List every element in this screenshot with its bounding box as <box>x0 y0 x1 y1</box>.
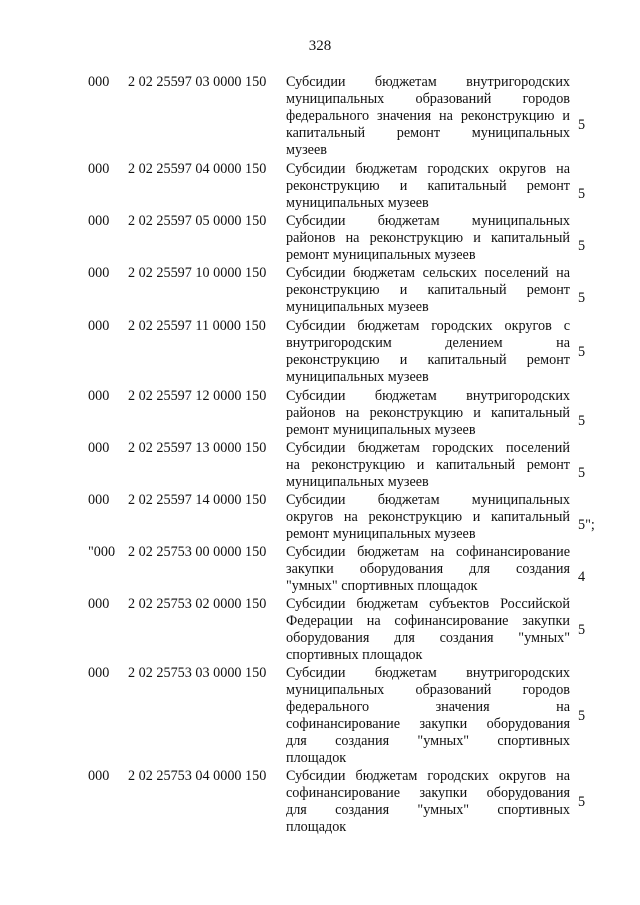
norm-value: 5 <box>578 344 586 360</box>
income-description <box>286 74 570 159</box>
income-description <box>286 596 570 664</box>
description-line: для создания "умных" спортивных <box>286 733 570 749</box>
description-line: "умных" спортивных площадок <box>286 578 478 594</box>
norm-value: 5 <box>578 290 586 306</box>
description-line: реконструкцию и капитальный ремонт <box>286 178 570 194</box>
description-line: муниципальных образований городов <box>286 91 570 107</box>
norm-value: 5 <box>578 238 586 254</box>
admin-code: 000 <box>88 492 110 508</box>
budget-classification-code: 2 02 25597 03 0000 150 <box>128 74 267 90</box>
description-line: федерального значения на <box>286 699 570 715</box>
description-line: муниципальных образований городов <box>286 682 570 698</box>
norm-value: 5 <box>578 794 586 810</box>
norm-value: 5 <box>578 186 586 202</box>
admin-code: 000 <box>88 768 110 784</box>
norm-value: 5 <box>578 413 586 429</box>
norm-value: 5 <box>578 117 586 133</box>
description-line: округов на реконструкцию и капитальный <box>286 509 570 525</box>
budget-classification-code: 2 02 25753 03 0000 150 <box>128 665 267 681</box>
description-line: оборудования для создания "умных" <box>286 630 570 646</box>
description-line: Субсидии бюджетам внутригородских <box>286 665 570 681</box>
budget-classification-code: 2 02 25597 14 0000 150 <box>128 492 267 508</box>
admin-code: 000 <box>88 440 110 456</box>
budget-classification-code: 2 02 25753 04 0000 150 <box>128 768 267 784</box>
admin-code: 000 <box>88 161 110 177</box>
description-line: Субсидии бюджетам сельских поселений на <box>286 265 570 281</box>
budget-classification-code: 2 02 25597 04 0000 150 <box>128 161 267 177</box>
budget-classification-code: 2 02 25597 10 0000 150 <box>128 265 267 281</box>
description-line: Субсидии бюджетам внутригородских <box>286 74 570 90</box>
description-line: капитальный ремонт муниципальных <box>286 125 570 141</box>
description-line: районов на реконструкцию и капитальный <box>286 230 570 246</box>
norm-value: 5 <box>578 465 586 481</box>
income-description <box>286 492 570 543</box>
admin-code: 000 <box>88 388 110 404</box>
income-description <box>286 213 570 264</box>
description-line: софинансирование закупки оборудования <box>286 785 570 801</box>
description-line: реконструкцию и капитальный ремонт <box>286 282 570 298</box>
income-description <box>286 265 570 316</box>
description-line: муниципальных музеев <box>286 369 429 385</box>
norm-value: 5 <box>578 622 586 638</box>
admin-code: 000 <box>88 213 110 229</box>
income-description <box>286 388 570 439</box>
admin-code: 000 <box>88 665 110 681</box>
description-line: спортивных площадок <box>286 647 423 663</box>
norm-value: 5 <box>578 708 586 724</box>
description-line: музеев <box>286 142 327 158</box>
description-line: Субсидии бюджетам муниципальных <box>286 213 570 229</box>
description-line: Федерации на софинансирование закупки <box>286 613 570 629</box>
income-description <box>286 161 570 212</box>
income-description <box>286 544 570 595</box>
budget-classification-code: 2 02 25597 05 0000 150 <box>128 213 267 229</box>
description-line: ремонт муниципальных музеев <box>286 526 476 542</box>
budget-classification-code: 2 02 25753 00 0000 150 <box>128 544 267 560</box>
description-line: Субсидии бюджетам городских округов с <box>286 318 570 334</box>
norm-value: 5"; <box>578 517 595 533</box>
admin-code: 000 <box>88 318 110 334</box>
description-line: площадок <box>286 819 347 835</box>
description-line: ремонт муниципальных музеев <box>286 422 476 438</box>
description-line: Субсидии бюджетам внутригородских <box>286 388 570 404</box>
income-description <box>286 665 570 767</box>
description-line: для создания "умных" спортивных <box>286 802 570 818</box>
description-line: закупки оборудования для создания <box>286 561 570 577</box>
description-line: Субсидии бюджетам городских округов на <box>286 768 570 784</box>
budget-classification-code: 2 02 25597 11 0000 150 <box>128 318 266 334</box>
description-line: Субсидии бюджетам муниципальных <box>286 492 570 508</box>
admin-code: "000 <box>88 544 116 560</box>
income-description <box>286 318 570 386</box>
description-line: ремонт муниципальных музеев <box>286 247 476 263</box>
description-line: реконструкцию и капитальный ремонт <box>286 352 570 368</box>
description-line: внутригородским делением на <box>286 335 570 351</box>
budget-classification-code: 2 02 25597 12 0000 150 <box>128 388 267 404</box>
page-number: 328 <box>308 38 332 54</box>
description-line: на реконструкцию и капитальный ремонт <box>286 457 570 473</box>
budget-classification-code: 2 02 25753 02 0000 150 <box>128 596 267 612</box>
description-line: Субсидии бюджетам на софинансирование <box>286 544 570 560</box>
income-description <box>286 440 570 491</box>
income-description <box>286 768 570 836</box>
admin-code: 000 <box>88 74 110 90</box>
description-line: районов на реконструкцию и капитальный <box>286 405 570 421</box>
description-line: Субсидии бюджетам субъектов Российской <box>286 596 570 612</box>
description-line: площадок <box>286 750 347 766</box>
norm-value: 4 <box>578 569 586 585</box>
admin-code: 000 <box>88 596 110 612</box>
description-line: федерального значения на реконструкцию и <box>286 108 570 124</box>
description-line: Субсидии бюджетам городских поселений <box>286 440 570 456</box>
budget-classification-code: 2 02 25597 13 0000 150 <box>128 440 267 456</box>
description-line: муниципальных музеев <box>286 299 429 315</box>
description-line: муниципальных музеев <box>286 195 429 211</box>
description-line: софинансирование закупки оборудования <box>286 716 570 732</box>
description-line: Субсидии бюджетам городских округов на <box>286 161 570 177</box>
description-line: муниципальных музеев <box>286 474 429 490</box>
admin-code: 000 <box>88 265 110 281</box>
